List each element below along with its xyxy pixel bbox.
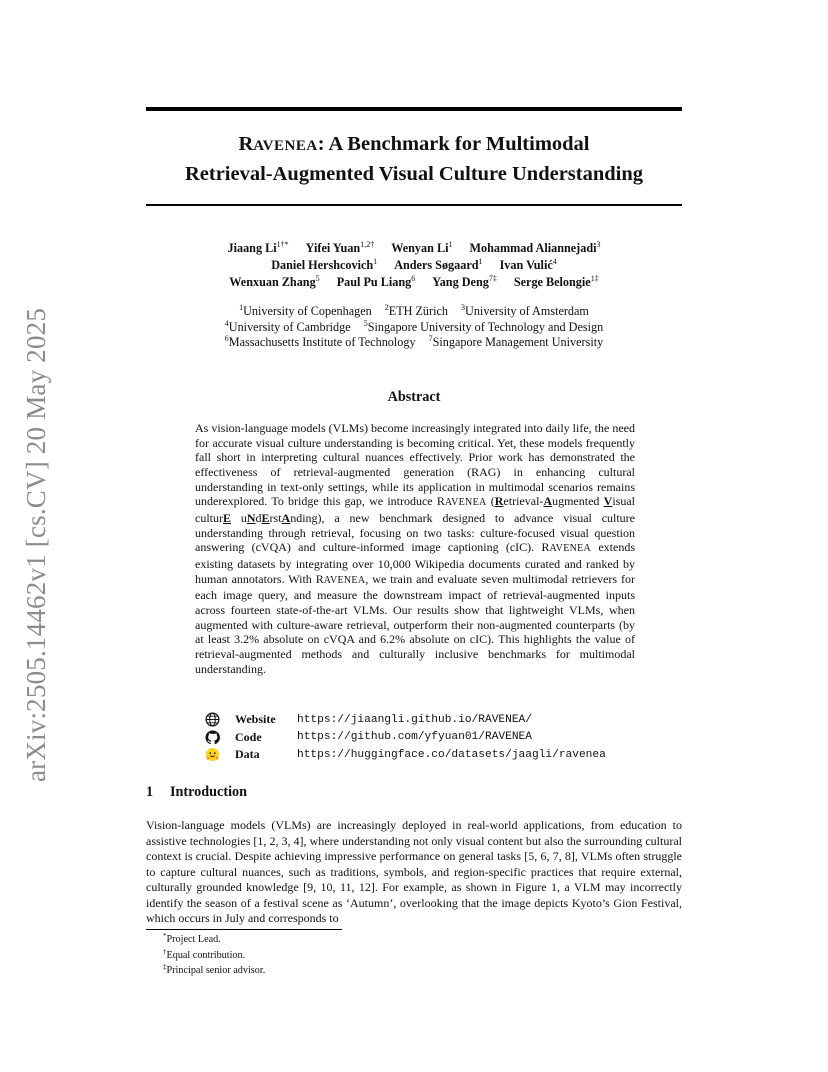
title-top-rule [146,107,682,111]
affiliation-list [146,304,682,351]
author: Anders Søgaard$^1$ [394,257,483,272]
affiliation: $^6$Massachusetts Institute of Technology [224,334,416,349]
huggingface-icon [204,747,220,763]
data-label: Data [235,747,260,762]
affiliation: $^1$University of Copenhagen [239,303,372,318]
author: Yifei Yuan$^{1,2\dagger}$ [305,240,375,255]
website-url-link[interactable]: https://jiaangli.github.io/RAVENEA/ [297,713,532,726]
author: Wenyan Li$^1$ [391,240,453,255]
author: Serge Belongie$^{1\ddagger}$ [513,274,599,289]
title-line-1 [130,130,698,160]
author: Mohammad Aliannejadi$^3$ [469,240,601,255]
footnote: ‡Principal senior advisor. [163,963,266,976]
footnote-rule [146,929,342,930]
author: Paul Pu Liang$^6$ [336,274,416,289]
abstract-heading: Abstract [387,389,441,405]
section-title: Introduction [170,784,247,800]
author: Wenxuan Zhang$^5$ [229,274,320,289]
arxiv-stamp: arXiv:2505.14462v1 [cs.CV] 20 May 2025 [21,307,51,782]
website-link-row [204,711,664,729]
code-link-row [204,729,664,747]
paper-title [130,130,698,188]
author-list [146,240,682,291]
footnote: *Project Lead. [163,932,221,945]
affiliation: $^5$Singapore University of Technology and Design [363,318,604,334]
affiliation: $^4$University of Cambridge [224,318,351,334]
affiliation: $^7$Singapore Management University [428,334,604,349]
abstract-text: As vision-language models (VLMs) become increasingly integrated into daily life, the need for accurate visual culture understanding is becoming critical. Yet, these models frequently fall short in interpreting cultural nuances effectively. Prior work has demonstrated the effectiveness of retrieval-augmented generation (RAG) in enhancing cultural understanding in text-only settings, while its application in multimodal scenarios remains underexplored. To bridge this gap, we introduce RAVENEA (Retrieval-Augmented Visual culturE uNdErstAnding), a new benchmark designed to advance visual culture understanding through retrieval, focusing on two tasks: culture-focused visual question answering (cVQA) and culture-informed image captioning (cIC). RAVENEA extends existing datasets by integrating over 10,000 Wikipedia documents curated and ranked by human annotators. With RAVENEA, we train and evaluate seven multimodal retrievers for each image query, and measure the downstream impact of retrieval-augmented inputs across fourteen state-of-the-art VLMs. Our results show that lightweight VLMs, when augmented with culture-aware retrieval, outperform their non-augmented counterparts (by at least 3.2% absolute on cVQA and 6.2% absolute on cIC). This highlights the value of retrieval-augmented methods and culturally inclusive benchmarks for multimodal understanding. [195,421,636,676]
section-number: 1 [146,784,154,800]
title-line-1-rest: : A Benchmark for Multimodal [317,133,590,155]
code-url-link[interactable]: https://github.com/yfyuan01/RAVENEA [297,731,532,744]
introduction-text: Vision-language models (VLMs) are increasingly deployed in real-world applications, from education to assistive technologies [1, 2, 3, 4], where understanding not only visual content but also the surrounding cultural context is crucial. Despite achieving impressive performance on general tasks [5, 6, 7, 8], VLMs often struggle to capture cultural nuances, such as traditions, symbols, and region-specific practices that require external, culturally grounded knowledge [9, 10, 11, 12]. For example, as shown in Figure 1, a VLM may incorrectly identify the season of a festival scene as ‘Autumn’, overlooking that the image depicts Kyoto’s Gion Festival, which occurs in July and corresponds to [146,818,682,925]
footnote: †Equal contribution. [163,947,246,961]
github-icon [204,729,220,745]
footnotes [163,932,265,979]
author: Daniel Hershcovich$^1$ [271,257,378,272]
globe-icon [204,712,220,728]
title-line-2: Retrieval-Augmented Visual Culture Understanding [184,163,644,185]
author: Ivan Vulić$^4$ [499,257,557,272]
data-url-link[interactable]: https://huggingface.co/datasets/jaagli/ravenea [297,748,606,761]
affiliation: $^3$University of Amsterdam [461,303,589,318]
data-link-row [204,746,664,764]
title-name-initial: R [238,133,254,155]
website-label: Website [235,712,276,727]
author: Jiaang $Li^{1\dagger*}$ [227,240,289,255]
author: Yang Deng$^{7\ddagger}$ [432,274,497,289]
code-label: Code [235,729,262,744]
section-heading-introduction [146,784,247,801]
resource-links [204,711,664,764]
title-bottom-rule [146,204,682,206]
title-name-rest: AVENEA [253,138,318,154]
affiliation: $^2$ETH Zürich [384,303,448,318]
